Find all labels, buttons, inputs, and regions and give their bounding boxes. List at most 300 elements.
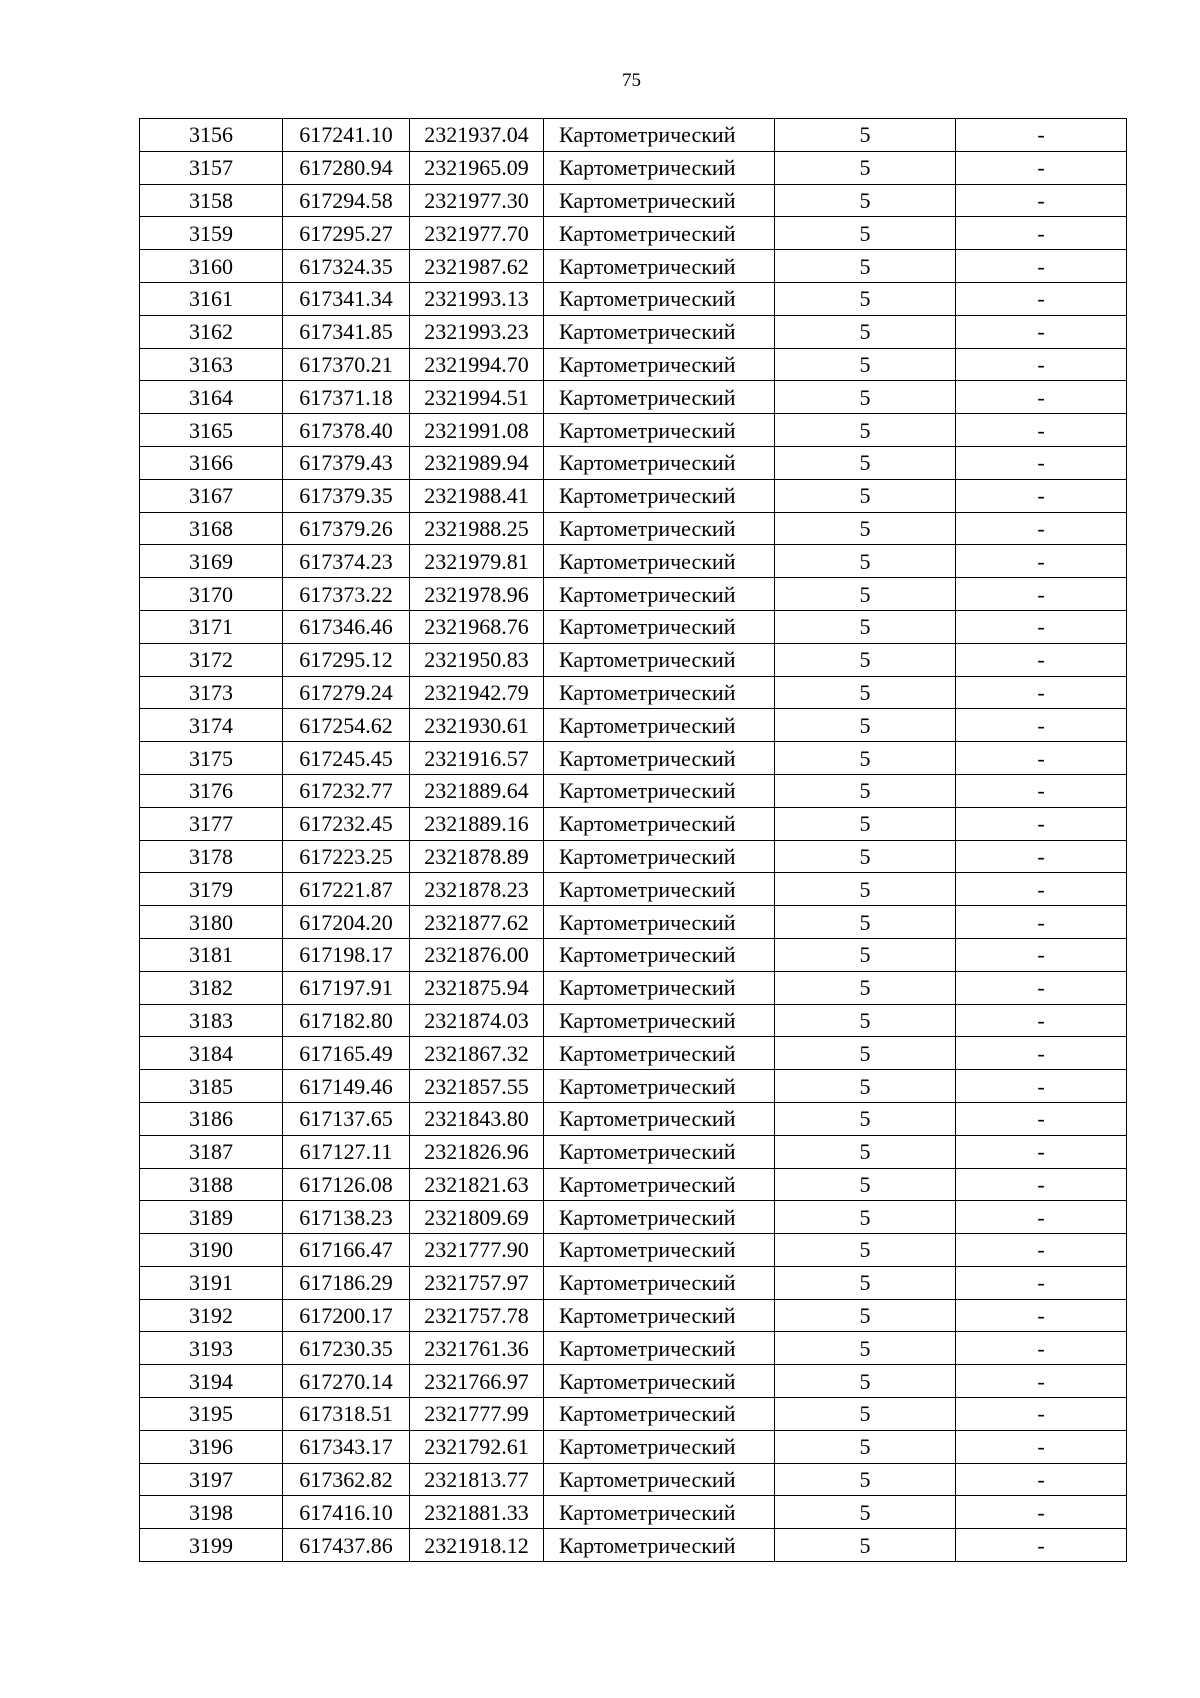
accuracy-cell: 5 [775, 1168, 956, 1201]
y-coordinate-cell: 2321777.99 [410, 1398, 544, 1431]
x-coordinate-cell: 617254.62 [283, 709, 410, 742]
method-cell: Картометрический [544, 119, 775, 152]
x-coordinate-cell: 617223.25 [283, 840, 410, 873]
method-cell: Картометрический [544, 1168, 775, 1201]
x-coordinate-cell: 617198.17 [283, 938, 410, 971]
point-number-cell: 3160 [140, 250, 283, 283]
coordinates-table [139, 118, 1127, 1562]
x-coordinate-cell: 617343.17 [283, 1430, 410, 1463]
point-number-cell: 3179 [140, 873, 283, 906]
x-coordinate-cell: 617186.29 [283, 1266, 410, 1299]
accuracy-cell: 5 [775, 1496, 956, 1529]
table-row [140, 348, 1127, 381]
x-coordinate-cell: 617204.20 [283, 906, 410, 939]
accuracy-cell: 5 [775, 1299, 956, 1332]
accuracy-cell: 5 [775, 643, 956, 676]
accuracy-cell: 5 [775, 578, 956, 611]
note-cell: - [956, 381, 1127, 414]
accuracy-cell: 5 [775, 1398, 956, 1431]
y-coordinate-cell: 2321877.62 [410, 906, 544, 939]
point-number-cell: 3173 [140, 676, 283, 709]
x-coordinate-cell: 617371.18 [283, 381, 410, 414]
y-coordinate-cell: 2321757.97 [410, 1266, 544, 1299]
note-cell: - [956, 1004, 1127, 1037]
y-coordinate-cell: 2321993.23 [410, 315, 544, 348]
y-coordinate-cell: 2321792.61 [410, 1430, 544, 1463]
method-cell: Картометрический [544, 807, 775, 840]
note-cell: - [956, 315, 1127, 348]
table-row [140, 643, 1127, 676]
method-cell: Картометрический [544, 315, 775, 348]
method-cell: Картометрический [544, 840, 775, 873]
y-coordinate-cell: 2321881.33 [410, 1496, 544, 1529]
point-number-cell: 3159 [140, 217, 283, 250]
x-coordinate-cell: 617221.87 [283, 873, 410, 906]
method-cell: Картометрический [544, 906, 775, 939]
y-coordinate-cell: 2321766.97 [410, 1365, 544, 1398]
table-row [140, 1430, 1127, 1463]
point-number-cell: 3194 [140, 1365, 283, 1398]
point-number-cell: 3182 [140, 971, 283, 1004]
method-cell: Картометрический [544, 217, 775, 250]
note-cell: - [956, 1070, 1127, 1103]
y-coordinate-cell: 2321878.89 [410, 840, 544, 873]
accuracy-cell: 5 [775, 545, 956, 578]
table-row [140, 1365, 1127, 1398]
note-cell: - [956, 414, 1127, 447]
accuracy-cell: 5 [775, 1234, 956, 1267]
table-row [140, 119, 1127, 152]
method-cell: Картометрический [544, 1299, 775, 1332]
table-row [140, 545, 1127, 578]
note-cell: - [956, 1201, 1127, 1234]
table-row [140, 971, 1127, 1004]
point-number-cell: 3195 [140, 1398, 283, 1431]
table-row [140, 906, 1127, 939]
method-cell: Картометрический [544, 1496, 775, 1529]
note-cell: - [956, 184, 1127, 217]
note-cell: - [956, 1463, 1127, 1496]
y-coordinate-cell: 2321989.94 [410, 446, 544, 479]
y-coordinate-cell: 2321813.77 [410, 1463, 544, 1496]
point-number-cell: 3192 [140, 1299, 283, 1332]
table-row [140, 184, 1127, 217]
method-cell: Картометрический [544, 643, 775, 676]
table-row [140, 578, 1127, 611]
note-cell: - [956, 873, 1127, 906]
method-cell: Картометрический [544, 1398, 775, 1431]
table-row [140, 742, 1127, 775]
table-row [140, 873, 1127, 906]
table-row [140, 610, 1127, 643]
note-cell: - [956, 971, 1127, 1004]
point-number-cell: 3187 [140, 1135, 283, 1168]
x-coordinate-cell: 617437.86 [283, 1529, 410, 1562]
x-coordinate-cell: 617362.82 [283, 1463, 410, 1496]
point-number-cell: 3190 [140, 1234, 283, 1267]
table-row [140, 1037, 1127, 1070]
y-coordinate-cell: 2321994.51 [410, 381, 544, 414]
y-coordinate-cell: 2321937.04 [410, 119, 544, 152]
accuracy-cell: 5 [775, 774, 956, 807]
table-row [140, 414, 1127, 447]
table-row [140, 709, 1127, 742]
method-cell: Картометрический [544, 774, 775, 807]
point-number-cell: 3176 [140, 774, 283, 807]
table-row [140, 512, 1127, 545]
table-row [140, 1102, 1127, 1135]
point-number-cell: 3170 [140, 578, 283, 611]
y-coordinate-cell: 2321942.79 [410, 676, 544, 709]
x-coordinate-cell: 617270.14 [283, 1365, 410, 1398]
x-coordinate-cell: 617241.10 [283, 119, 410, 152]
table-row [140, 676, 1127, 709]
point-number-cell: 3189 [140, 1201, 283, 1234]
x-coordinate-cell: 617149.46 [283, 1070, 410, 1103]
note-cell: - [956, 1529, 1127, 1562]
accuracy-cell: 5 [775, 1004, 956, 1037]
point-number-cell: 3184 [140, 1037, 283, 1070]
note-cell: - [956, 938, 1127, 971]
point-number-cell: 3175 [140, 742, 283, 775]
accuracy-cell: 5 [775, 1463, 956, 1496]
page-number: 75 [622, 70, 641, 91]
method-cell: Картометрический [544, 938, 775, 971]
method-cell: Картометрический [544, 348, 775, 381]
note-cell: - [956, 1430, 1127, 1463]
accuracy-cell: 5 [775, 709, 956, 742]
y-coordinate-cell: 2321991.08 [410, 414, 544, 447]
method-cell: Картометрический [544, 479, 775, 512]
method-cell: Картометрический [544, 709, 775, 742]
note-cell: - [956, 643, 1127, 676]
point-number-cell: 3186 [140, 1102, 283, 1135]
note-cell: - [956, 906, 1127, 939]
method-cell: Картометрический [544, 446, 775, 479]
accuracy-cell: 5 [775, 906, 956, 939]
point-number-cell: 3162 [140, 315, 283, 348]
method-cell: Картометрический [544, 1070, 775, 1103]
accuracy-cell: 5 [775, 250, 956, 283]
y-coordinate-cell: 2321761.36 [410, 1332, 544, 1365]
note-cell: - [956, 774, 1127, 807]
point-number-cell: 3193 [140, 1332, 283, 1365]
accuracy-cell: 5 [775, 151, 956, 184]
x-coordinate-cell: 617295.12 [283, 643, 410, 676]
y-coordinate-cell: 2321857.55 [410, 1070, 544, 1103]
table-row [140, 1332, 1127, 1365]
accuracy-cell: 5 [775, 1430, 956, 1463]
table-row [140, 1463, 1127, 1496]
method-cell: Картометрический [544, 1332, 775, 1365]
accuracy-cell: 5 [775, 1102, 956, 1135]
y-coordinate-cell: 2321977.30 [410, 184, 544, 217]
note-cell: - [956, 742, 1127, 775]
accuracy-cell: 5 [775, 1266, 956, 1299]
note-cell: - [956, 446, 1127, 479]
accuracy-cell: 5 [775, 119, 956, 152]
accuracy-cell: 5 [775, 381, 956, 414]
accuracy-cell: 5 [775, 315, 956, 348]
x-coordinate-cell: 617197.91 [283, 971, 410, 1004]
accuracy-cell: 5 [775, 1365, 956, 1398]
y-coordinate-cell: 2321843.80 [410, 1102, 544, 1135]
method-cell: Картометрический [544, 1463, 775, 1496]
point-number-cell: 3165 [140, 414, 283, 447]
y-coordinate-cell: 2321979.81 [410, 545, 544, 578]
method-cell: Картометрический [544, 282, 775, 315]
method-cell: Картометрический [544, 414, 775, 447]
point-number-cell: 3172 [140, 643, 283, 676]
x-coordinate-cell: 617341.34 [283, 282, 410, 315]
x-coordinate-cell: 617182.80 [283, 1004, 410, 1037]
accuracy-cell: 5 [775, 971, 956, 1004]
x-coordinate-cell: 617165.49 [283, 1037, 410, 1070]
y-coordinate-cell: 2321930.61 [410, 709, 544, 742]
method-cell: Картометрический [544, 1266, 775, 1299]
note-cell: - [956, 1168, 1127, 1201]
accuracy-cell: 5 [775, 1529, 956, 1562]
method-cell: Картометрический [544, 971, 775, 1004]
table-row [140, 1168, 1127, 1201]
note-cell: - [956, 1037, 1127, 1070]
accuracy-cell: 5 [775, 1201, 956, 1234]
method-cell: Картометрический [544, 1201, 775, 1234]
table-row [140, 840, 1127, 873]
accuracy-cell: 5 [775, 479, 956, 512]
point-number-cell: 3161 [140, 282, 283, 315]
accuracy-cell: 5 [775, 840, 956, 873]
accuracy-cell: 5 [775, 742, 956, 775]
table-row [140, 151, 1127, 184]
point-number-cell: 3197 [140, 1463, 283, 1496]
point-number-cell: 3198 [140, 1496, 283, 1529]
x-coordinate-cell: 617245.45 [283, 742, 410, 775]
y-coordinate-cell: 2321878.23 [410, 873, 544, 906]
x-coordinate-cell: 617318.51 [283, 1398, 410, 1431]
note-cell: - [956, 282, 1127, 315]
table-row [140, 217, 1127, 250]
method-cell: Картометрический [544, 151, 775, 184]
note-cell: - [956, 479, 1127, 512]
y-coordinate-cell: 2321987.62 [410, 250, 544, 283]
y-coordinate-cell: 2321916.57 [410, 742, 544, 775]
x-coordinate-cell: 617374.23 [283, 545, 410, 578]
note-cell: - [956, 217, 1127, 250]
method-cell: Картометрический [544, 873, 775, 906]
table-row [140, 1070, 1127, 1103]
point-number-cell: 3163 [140, 348, 283, 381]
method-cell: Картометрический [544, 1037, 775, 1070]
accuracy-cell: 5 [775, 217, 956, 250]
y-coordinate-cell: 2321977.70 [410, 217, 544, 250]
method-cell: Картометрический [544, 184, 775, 217]
note-cell: - [956, 1496, 1127, 1529]
x-coordinate-cell: 617232.77 [283, 774, 410, 807]
y-coordinate-cell: 2321993.13 [410, 282, 544, 315]
y-coordinate-cell: 2321978.96 [410, 578, 544, 611]
accuracy-cell: 5 [775, 1135, 956, 1168]
x-coordinate-cell: 617280.94 [283, 151, 410, 184]
accuracy-cell: 5 [775, 348, 956, 381]
x-coordinate-cell: 617166.47 [283, 1234, 410, 1267]
point-number-cell: 3171 [140, 610, 283, 643]
note-cell: - [956, 1398, 1127, 1431]
point-number-cell: 3174 [140, 709, 283, 742]
accuracy-cell: 5 [775, 807, 956, 840]
method-cell: Картометрический [544, 512, 775, 545]
table-row [140, 282, 1127, 315]
method-cell: Картометрический [544, 381, 775, 414]
accuracy-cell: 5 [775, 938, 956, 971]
point-number-cell: 3191 [140, 1266, 283, 1299]
y-coordinate-cell: 2321988.41 [410, 479, 544, 512]
accuracy-cell: 5 [775, 610, 956, 643]
x-coordinate-cell: 617341.85 [283, 315, 410, 348]
table-row [140, 1201, 1127, 1234]
point-number-cell: 3183 [140, 1004, 283, 1037]
accuracy-cell: 5 [775, 1332, 956, 1365]
method-cell: Картометрический [544, 578, 775, 611]
method-cell: Картометрический [544, 545, 775, 578]
method-cell: Картометрический [544, 1365, 775, 1398]
note-cell: - [956, 1299, 1127, 1332]
method-cell: Картометрический [544, 1529, 775, 1562]
y-coordinate-cell: 2321876.00 [410, 938, 544, 971]
x-coordinate-cell: 617379.43 [283, 446, 410, 479]
x-coordinate-cell: 617200.17 [283, 1299, 410, 1332]
note-cell: - [956, 348, 1127, 381]
point-number-cell: 3185 [140, 1070, 283, 1103]
table-row [140, 1004, 1127, 1037]
note-cell: - [956, 1365, 1127, 1398]
y-coordinate-cell: 2321875.94 [410, 971, 544, 1004]
x-coordinate-cell: 617138.23 [283, 1201, 410, 1234]
accuracy-cell: 5 [775, 1070, 956, 1103]
x-coordinate-cell: 617416.10 [283, 1496, 410, 1529]
x-coordinate-cell: 617232.45 [283, 807, 410, 840]
table-row [140, 381, 1127, 414]
table-row [140, 938, 1127, 971]
x-coordinate-cell: 617137.65 [283, 1102, 410, 1135]
point-number-cell: 3156 [140, 119, 283, 152]
x-coordinate-cell: 617295.27 [283, 217, 410, 250]
note-cell: - [956, 151, 1127, 184]
accuracy-cell: 5 [775, 414, 956, 447]
method-cell: Картометрический [544, 1102, 775, 1135]
point-number-cell: 3196 [140, 1430, 283, 1463]
note-cell: - [956, 1234, 1127, 1267]
x-coordinate-cell: 617279.24 [283, 676, 410, 709]
accuracy-cell: 5 [775, 512, 956, 545]
y-coordinate-cell: 2321874.03 [410, 1004, 544, 1037]
accuracy-cell: 5 [775, 184, 956, 217]
note-cell: - [956, 610, 1127, 643]
note-cell: - [956, 512, 1127, 545]
note-cell: - [956, 1332, 1127, 1365]
x-coordinate-cell: 617378.40 [283, 414, 410, 447]
point-number-cell: 3168 [140, 512, 283, 545]
y-coordinate-cell: 2321889.16 [410, 807, 544, 840]
table-row [140, 1299, 1127, 1332]
note-cell: - [956, 1135, 1127, 1168]
point-number-cell: 3180 [140, 906, 283, 939]
method-cell: Картометрический [544, 250, 775, 283]
point-number-cell: 3164 [140, 381, 283, 414]
table-row [140, 1529, 1127, 1562]
table-row [140, 807, 1127, 840]
y-coordinate-cell: 2321994.70 [410, 348, 544, 381]
y-coordinate-cell: 2321757.78 [410, 1299, 544, 1332]
table-row [140, 446, 1127, 479]
table-row [140, 315, 1127, 348]
note-cell: - [956, 840, 1127, 873]
point-number-cell: 3166 [140, 446, 283, 479]
point-number-cell: 3158 [140, 184, 283, 217]
y-coordinate-cell: 2321968.76 [410, 610, 544, 643]
method-cell: Картометрический [544, 610, 775, 643]
point-number-cell: 3188 [140, 1168, 283, 1201]
note-cell: - [956, 119, 1127, 152]
x-coordinate-cell: 617230.35 [283, 1332, 410, 1365]
accuracy-cell: 5 [775, 676, 956, 709]
y-coordinate-cell: 2321965.09 [410, 151, 544, 184]
y-coordinate-cell: 2321950.83 [410, 643, 544, 676]
x-coordinate-cell: 617379.26 [283, 512, 410, 545]
x-coordinate-cell: 617346.46 [283, 610, 410, 643]
y-coordinate-cell: 2321988.25 [410, 512, 544, 545]
method-cell: Картометрический [544, 1234, 775, 1267]
table-row [140, 774, 1127, 807]
point-number-cell: 3167 [140, 479, 283, 512]
table-row [140, 250, 1127, 283]
note-cell: - [956, 545, 1127, 578]
x-coordinate-cell: 617324.35 [283, 250, 410, 283]
y-coordinate-cell: 2321918.12 [410, 1529, 544, 1562]
x-coordinate-cell: 617379.35 [283, 479, 410, 512]
y-coordinate-cell: 2321889.64 [410, 774, 544, 807]
point-number-cell: 3157 [140, 151, 283, 184]
table-row [140, 1496, 1127, 1529]
method-cell: Картометрический [544, 1135, 775, 1168]
x-coordinate-cell: 617127.11 [283, 1135, 410, 1168]
table-row [140, 479, 1127, 512]
point-number-cell: 3199 [140, 1529, 283, 1562]
point-number-cell: 3177 [140, 807, 283, 840]
y-coordinate-cell: 2321826.96 [410, 1135, 544, 1168]
y-coordinate-cell: 2321821.63 [410, 1168, 544, 1201]
accuracy-cell: 5 [775, 873, 956, 906]
y-coordinate-cell: 2321867.32 [410, 1037, 544, 1070]
table-row [140, 1234, 1127, 1267]
note-cell: - [956, 1102, 1127, 1135]
note-cell: - [956, 676, 1127, 709]
note-cell: - [956, 1266, 1127, 1299]
x-coordinate-cell: 617370.21 [283, 348, 410, 381]
x-coordinate-cell: 617294.58 [283, 184, 410, 217]
note-cell: - [956, 807, 1127, 840]
note-cell: - [956, 709, 1127, 742]
note-cell: - [956, 578, 1127, 611]
point-number-cell: 3181 [140, 938, 283, 971]
note-cell: - [956, 250, 1127, 283]
point-number-cell: 3169 [140, 545, 283, 578]
table-row [140, 1135, 1127, 1168]
method-cell: Картометрический [544, 1004, 775, 1037]
point-number-cell: 3178 [140, 840, 283, 873]
accuracy-cell: 5 [775, 282, 956, 315]
coordinates-table-body [140, 119, 1127, 1562]
